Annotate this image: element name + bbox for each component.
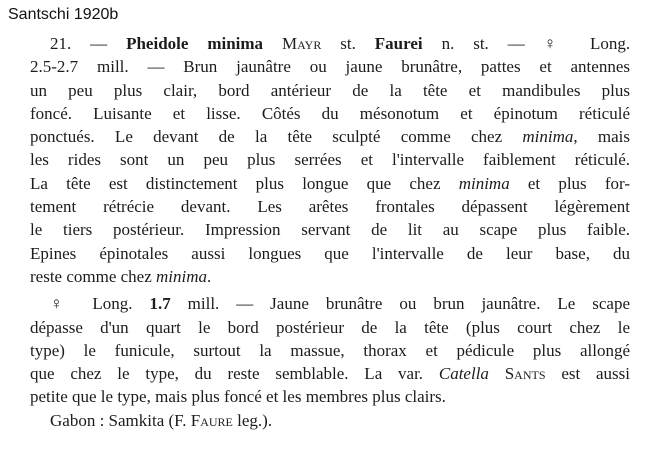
paragraph2-first-line	[30, 292, 630, 315]
text-line: le tiers postérieur. Impression servant de lit au scape plus faible.	[30, 220, 630, 240]
species-name: Pheidole minima	[126, 34, 264, 53]
text-segment: reste comme chez	[30, 266, 157, 286]
text-segment: , mais	[573, 127, 631, 147]
text-line	[30, 265, 630, 288]
text-line: 2.5-2.7 mill. — Brun jaunâtre ou jaune brunâtre, pattes et antennes	[30, 57, 630, 77]
paragraph1-first-line	[30, 32, 630, 55]
text-line: un peu plus clair, bord antérieur de la tête et mandibules plus	[30, 80, 630, 100]
entry-number: 21.	[50, 34, 72, 53]
text-line: Epines épinotales aussi longues que l'intervalle de leur base, du	[30, 243, 630, 263]
text-segment: La tête est distinctement plus longue que chez	[30, 173, 459, 193]
italic-term: minima	[458, 173, 510, 193]
variety-name: Catella	[438, 364, 489, 384]
locality-line	[30, 409, 630, 432]
italic-term: minima	[156, 266, 208, 286]
text-line: foncé. Luisante et lisse. Côtés du mésonotum et épinotum réticulé	[30, 103, 630, 123]
collector-name: Faure	[190, 410, 233, 430]
rank-label: st.	[340, 34, 356, 53]
text-segment: que chez le type, du reste semblable. La var.	[30, 364, 439, 384]
first-line-rest: n. st. — ♀ Long.	[441, 34, 631, 53]
text-line: dépasse d'un quart le bord postérieur de la tête (plus court chez le	[30, 317, 630, 337]
text-line: petite que le type, mais plus foncé et les membres plus clairs.	[30, 387, 446, 407]
text-segment: mill. — Jaune brunâtre ou brun jaunâtre. Le scape	[170, 294, 631, 314]
text-segment: est aussi	[545, 364, 630, 384]
subspecies-name: Faurei	[374, 34, 423, 53]
text-line: type) le funicule, surtout la massue, thorax et pédicule plus allongé	[30, 340, 630, 360]
text-segment: et plus for-	[509, 173, 630, 193]
text-line: tement rétrécie devant. Les arêtes frontales dépassent légèrement	[30, 197, 630, 217]
author-name: Sants	[504, 364, 546, 384]
text-segment: ♀ Long.	[50, 294, 150, 314]
dash: —	[90, 34, 108, 53]
text-line	[30, 362, 630, 385]
size-value: 1.7	[149, 294, 171, 314]
text-line	[30, 125, 630, 148]
text-segment: .	[207, 266, 212, 286]
text-segment: leg.).	[232, 410, 273, 430]
text-line	[30, 172, 630, 195]
text-segment: Gabon : Samkita (F.	[50, 410, 191, 430]
italic-term: minima	[522, 127, 574, 147]
source-label: Santschi 1920b	[8, 6, 119, 23]
text-line: les rides sont un peu plus serrées et l'intervalle faiblement réticulé.	[30, 150, 630, 170]
author-name: Mayr	[281, 34, 322, 53]
text-segment: ponctués. Le devant de la tête sculpté comme chez	[30, 127, 523, 147]
document-body	[30, 32, 630, 432]
